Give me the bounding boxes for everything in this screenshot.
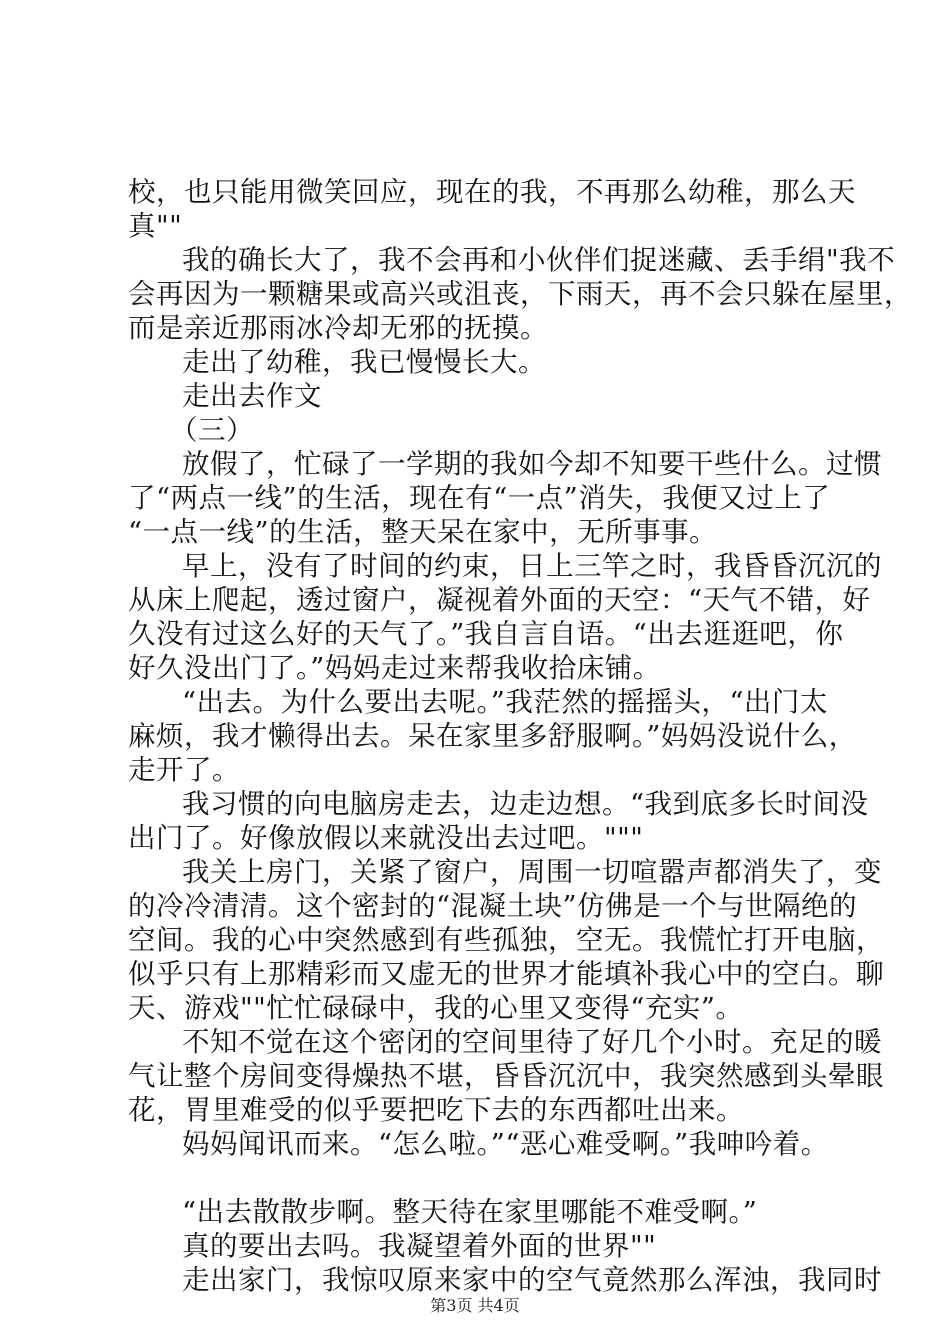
text-line: 走出了幼稚，我已慢慢长大。 (182, 346, 546, 378)
text-line: 不知不觉在这个密闭的空间里待了好几个小时。充足的暖 (182, 1026, 882, 1058)
text-line: 妈妈闻讯而来。“怎么啦。”“恶心难受啊。”我呻吟着。 (182, 1128, 829, 1160)
text-line: 会再因为一颗糖果或高兴或沮丧，下雨天，再不会只躲在屋里， (128, 278, 912, 310)
text-line: 真的要出去吗。我凝望着外面的世界"" (182, 1230, 657, 1262)
text-line: 真"" (128, 210, 183, 242)
text-line: 出门了。好像放假以来就没出去过吧。""" (128, 822, 644, 854)
text-line: 花，胃里难受的似乎要把吃下去的东西都吐出来。 (128, 1094, 744, 1126)
text-line: 从床上爬起，透过窗户，凝视着外面的天空：“天气不错，好 (128, 584, 871, 616)
text-line: 早上，没有了时间的约束，日上三竿之时，我昏昏沉沉的 (182, 550, 882, 582)
text-line: 走出家门，我惊叹原来家中的空气竟然那么浑浊，我同时 (182, 1264, 882, 1296)
text-line: 我的确长大了，我不会再和小伙伴们捉迷藏、丢手绢"我不 (182, 244, 896, 276)
text-line: 我习惯的向电脑房走去，边走边想。“我到底多长时间没 (182, 788, 869, 820)
text-line: 气让整个房间变得燥热不堪，昏昏沉沉中，我突然感到头晕眼 (128, 1060, 884, 1092)
text-line: 似乎只有上那精彩而又虚无的世界才能填补我心中的空白。聊 (128, 958, 884, 990)
text-line: 而是亲近那雨冰冷却无邪的抚摸。 (128, 312, 548, 344)
text-line: 好久没出门了。”妈妈走过来帮我收拾床铺。 (128, 652, 661, 684)
text-line: 天、游戏""忙忙碌碌中，我的心里又变得“充实”。 (128, 992, 744, 1024)
section-number: （三） (170, 414, 254, 446)
text-line: 了“两点一线”的生活，现在有“一点”消失，我便又过上了 (128, 482, 831, 514)
text-line: 久没有过这么好的天气了。”我自言自语。“出去逛逛吧，你 (128, 618, 844, 650)
section-heading: 走出去作文 (182, 380, 322, 412)
text-line: 麻烦，我才懒得出去。呆在家里多舒服啊。”妈妈没说什么， (128, 720, 857, 752)
text-line: 放假了，忙碌了一学期的我如今却不知要干些什么。过惯 (182, 448, 882, 480)
text-line: 空间。我的心中突然感到有些孤独，空无。我慌忙打开电脑， (128, 924, 884, 956)
text-line: 校，也只能用微笑回应，现在的我，不再那么幼稚，那么天 (128, 176, 856, 208)
text-line: “出去散散步啊。整天待在家里哪能不难受啊。” (182, 1196, 758, 1228)
text-line: 我关上房门，关紧了窗户，周围一切喧嚣声都消失了，变 (182, 856, 882, 888)
page-footer: 第3页 共4页 (430, 1296, 520, 1315)
text-line: 走开了。 (128, 754, 240, 786)
text-line: “出去。为什么要出去呢。”我茫然的摇摇头，“出门太 (182, 686, 828, 718)
text-line: “一点一线”的生活，整天呆在家中，无所事事。 (128, 516, 718, 548)
text-line: 的冷冷清清。这个密封的“混凝土块”仿佛是一个与世隔绝的 (128, 890, 858, 922)
